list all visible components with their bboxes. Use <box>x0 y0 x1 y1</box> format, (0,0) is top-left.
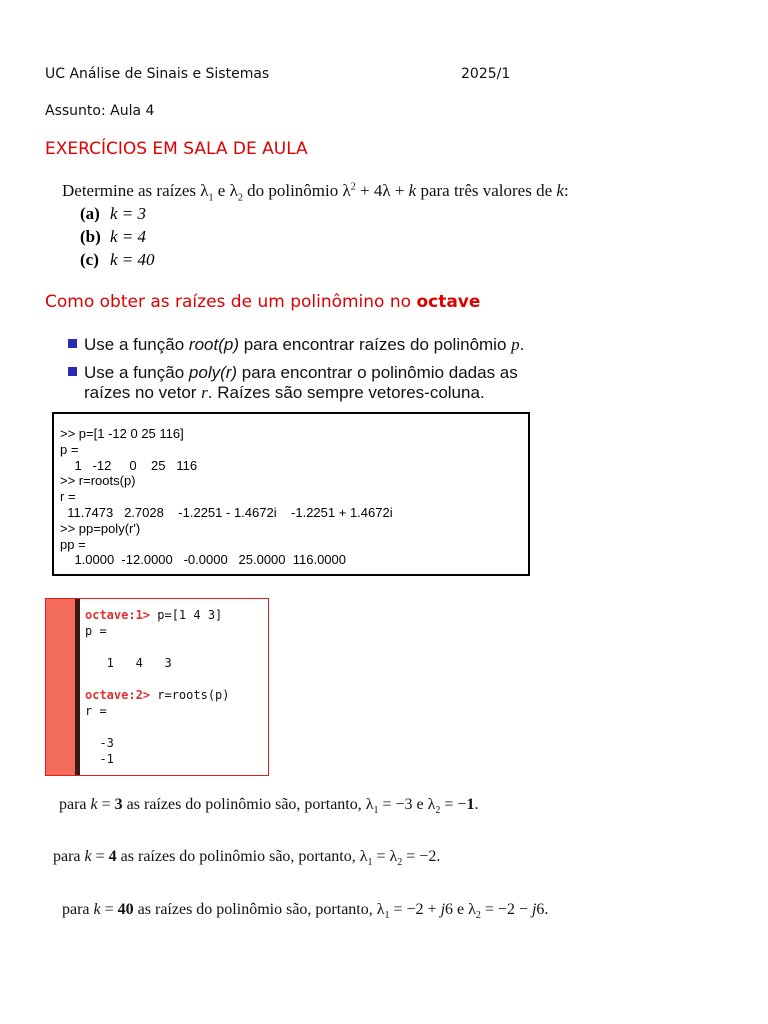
problem-item-a: (a) k = 3 <box>80 204 147 223</box>
octave-terminal <box>45 598 269 776</box>
bullet-square-icon <box>68 339 77 348</box>
exercises-title: EXERCÍCIOS EM SALA DE AULA <box>45 139 308 159</box>
answer-k3: para k = 3 as raízes do polinômio são, portanto, $\lambda_1 = -3$ e $\lambda_2 = -1$. <box>59 796 479 817</box>
problem-statement: Determine as raízes $\lambda_1$ e $\lambda_2$ do polinômio $\lambda^2 + 4\lambda + k$ para três valores de k: <box>62 181 569 204</box>
problem-item-c: (c) k = 40 <box>80 250 155 269</box>
course-name: UC Análise de Sinais e Sistemas <box>45 66 270 82</box>
code-line: 1 -12 0 25 116 <box>60 457 198 473</box>
code-line: 11.7473 2.7028 -1.2251 - 1.4672i -1.2251 + 1.4672i <box>60 504 393 520</box>
code-line: r = <box>60 489 76 505</box>
bullet-square-icon <box>68 367 77 376</box>
matlab-code-box <box>52 412 530 576</box>
code-line: >> p=[1 -12 0 25 116] <box>60 426 184 441</box>
terminal-gutter <box>46 599 75 775</box>
code-line: >> r=roots(p) <box>60 473 136 489</box>
subject-line: Assunto: Aula 4 <box>45 103 155 119</box>
problem-item-b: (b) k = 4 <box>80 227 147 246</box>
code-line: >> pp=poly(r') <box>60 520 141 536</box>
semester: 2025/1 <box>461 66 511 82</box>
answer-k40: para k = 40 as raízes do polinômio são, portanto, $\lambda_1 = -2 + j6$ e $\lambda_2 = -2 - j6$. <box>62 901 549 922</box>
code-line: pp = <box>60 536 86 552</box>
code-line: 1.0000 -12.0000 -0.0000 25.0000 116.0000 <box>60 552 346 568</box>
bullet-root: Use a função root(p) para encontrar raízes do polinômio p. <box>68 335 524 355</box>
octave-section-title: Como obter as raízes de um polinômino no octave <box>45 292 481 312</box>
terminal-gutter-line <box>75 599 80 775</box>
bullet-poly: Use a função poly(r) para encontrar o polinômio dadas as raízes no vetor r. Raízes são sempre vetores-coluna. <box>68 363 518 403</box>
code-line: p = <box>60 441 79 457</box>
answer-k4: para k = 4 as raízes do polinômio são, portanto, $\lambda_1 = \lambda_2 = -2$. <box>53 848 441 869</box>
terminal-text: octave:1> p=[1 4 3] p = 1 4 3 octave:2> r=roots(p) r = -3 -1 <box>85 608 230 766</box>
